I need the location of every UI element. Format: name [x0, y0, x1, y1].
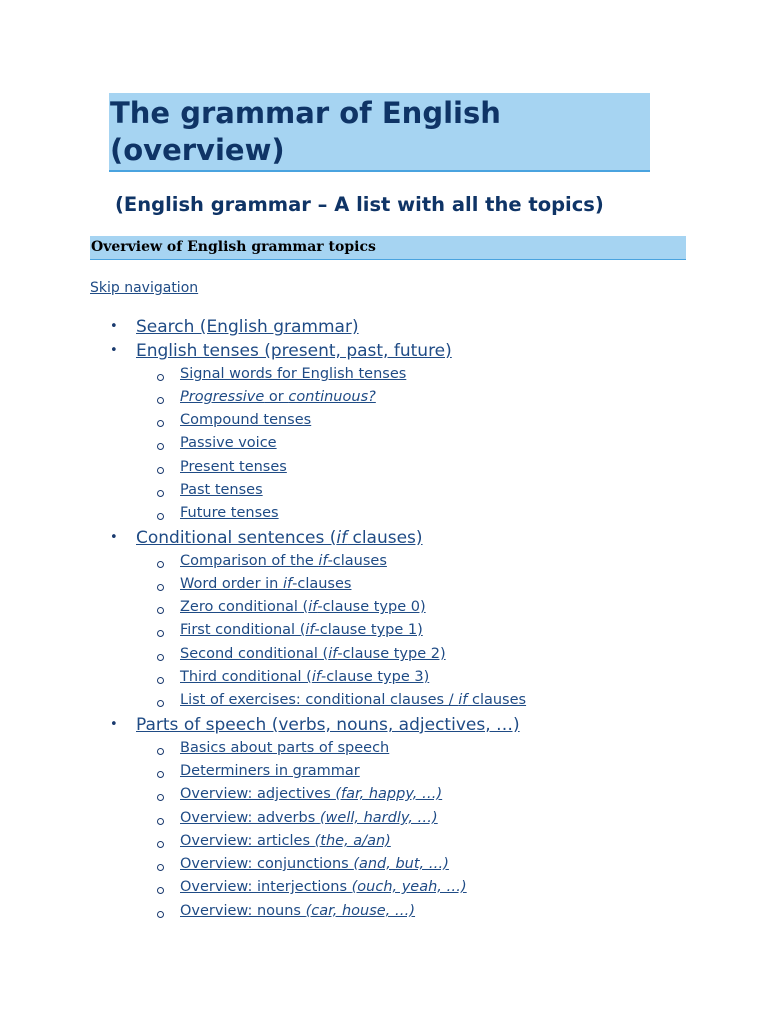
link-text-part: -clause type 0): [317, 599, 426, 615]
subtopic-link[interactable]: [180, 667, 429, 687]
link-text-part: Overview: articles: [180, 833, 315, 849]
bullet-icon: •: [110, 717, 118, 732]
link-text-part: -clause type 1): [314, 622, 423, 638]
link-text-part: if: [282, 576, 293, 592]
link-text-part: -clause type 3): [320, 669, 430, 685]
link-text-part: Overview: conjunctions: [180, 856, 354, 872]
circle-bullet-icon: [157, 561, 164, 568]
circle-bullet-icon: [157, 584, 164, 591]
subtopic-link[interactable]: [180, 364, 406, 384]
subtopic-link[interactable]: [180, 574, 351, 594]
subtopic-link[interactable]: [180, 784, 442, 804]
topic-link[interactable]: Search (English grammar): [136, 317, 359, 337]
page-title: [110, 95, 650, 169]
topic-link[interactable]: [136, 526, 423, 550]
subtopic-link[interactable]: [180, 854, 449, 874]
link-text-part: Word order in: [180, 576, 283, 592]
link-text-part: if: [328, 646, 338, 662]
link-text-part: Overview: adjectives: [180, 786, 336, 802]
link-text-part: if: [305, 622, 315, 638]
link-text-part: Present tenses: [180, 459, 287, 475]
link-text-part: clauses): [347, 528, 423, 548]
bullet-icon: •: [110, 319, 118, 334]
link-text-part: Conditional sentences (: [136, 528, 337, 548]
link-text-part: Third conditional (: [180, 669, 312, 685]
link-text-part: Basics about parts of speech: [180, 740, 390, 756]
link-text-part: Zero conditional (: [180, 599, 309, 615]
circle-bullet-icon: [157, 748, 164, 755]
link-text-part: Overview: interjections: [180, 879, 352, 895]
circle-bullet-icon: [157, 443, 164, 450]
page-title-line1: The grammar of English: [110, 96, 501, 130]
link-text-part: if: [318, 553, 328, 569]
subtopic-link[interactable]: [180, 877, 467, 897]
subtopic-link[interactable]: [180, 433, 277, 453]
link-text-part: Determiners in grammar: [180, 763, 360, 779]
link-text-part: Past tenses: [180, 482, 263, 498]
subtopic-link[interactable]: [180, 644, 446, 664]
circle-bullet-icon: [157, 513, 164, 520]
link-text-part: (well, hardly, …): [319, 810, 438, 826]
link-text-part: (far, happy, …): [335, 786, 443, 802]
link-text-part: if: [336, 528, 348, 548]
link-text-part: Overview: nouns: [180, 903, 306, 919]
link-text-part: Comparison of the: [180, 553, 319, 569]
circle-bullet-icon: [157, 841, 164, 848]
circle-bullet-icon: [157, 607, 164, 614]
bullet-icon: •: [110, 530, 118, 545]
link-text-part: if: [311, 669, 321, 685]
circle-bullet-icon: [157, 818, 164, 825]
subtopic-link[interactable]: [180, 551, 387, 571]
page-title-line2: (overview): [110, 133, 285, 167]
circle-bullet-icon: [157, 771, 164, 778]
page-subtitle: (English grammar – A list with all the topics): [115, 193, 604, 216]
link-text-part: Signal words for English tenses: [180, 366, 407, 382]
circle-bullet-icon: [157, 490, 164, 497]
circle-bullet-icon: [157, 911, 164, 918]
circle-bullet-icon: [157, 654, 164, 661]
topic-link[interactable]: Parts of speech (verbs, nouns, adjectives, …): [136, 715, 520, 735]
page-title-box: [109, 93, 650, 172]
subtopic-link[interactable]: [180, 738, 389, 758]
subtopic-link[interactable]: [180, 457, 287, 477]
link-text-part: (and, but, …): [353, 856, 449, 872]
link-text-part: continuous?: [288, 389, 376, 405]
subtopic-link[interactable]: [180, 503, 279, 523]
subtopic-link[interactable]: [180, 620, 423, 640]
circle-bullet-icon: [157, 397, 164, 404]
subtopic-link[interactable]: [180, 690, 526, 710]
link-text-part: Second conditional (: [180, 646, 329, 662]
bullet-icon: •: [110, 343, 118, 358]
subtopic-link[interactable]: [180, 901, 415, 921]
subtopic-link[interactable]: [180, 410, 311, 430]
link-text-part: Overview: adverbs: [180, 810, 320, 826]
subtopic-link[interactable]: [180, 480, 263, 500]
link-text-part: First conditional (: [180, 622, 306, 638]
circle-bullet-icon: [157, 420, 164, 427]
link-text-part: Future tenses: [180, 505, 279, 521]
link-text-part: Compound tenses: [180, 412, 312, 428]
link-text-part: -clause type 2): [337, 646, 446, 662]
link-text-part: (car, house, …): [305, 903, 416, 919]
link-text-part: -clauses: [292, 576, 352, 592]
link-text-part: (the, a/an): [314, 833, 391, 849]
link-text-part: Passive voice: [180, 435, 277, 451]
link-text-part: -clauses: [327, 553, 387, 569]
subtopic-link[interactable]: [180, 387, 376, 407]
topic-link[interactable]: English tenses (present, past, future): [136, 341, 452, 361]
subtopic-link[interactable]: [180, 808, 438, 828]
circle-bullet-icon: [157, 677, 164, 684]
subtopic-link[interactable]: [180, 761, 360, 781]
circle-bullet-icon: [157, 700, 164, 707]
circle-bullet-icon: [157, 887, 164, 894]
link-text-part: if: [308, 599, 318, 615]
link-text-part: (ouch, yeah, …): [351, 879, 467, 895]
circle-bullet-icon: [157, 467, 164, 474]
link-text-part: or: [264, 389, 289, 405]
link-text-part: Progressive: [180, 389, 265, 405]
circle-bullet-icon: [157, 864, 164, 871]
circle-bullet-icon: [157, 630, 164, 637]
link-text-part: if: [458, 692, 468, 708]
circle-bullet-icon: [157, 794, 164, 801]
subtopic-link[interactable]: [180, 597, 426, 617]
skip-navigation-link[interactable]: Skip navigation: [90, 280, 199, 296]
circle-bullet-icon: [157, 374, 164, 381]
section-heading: Overview of English grammar topics: [90, 236, 686, 260]
subtopic-link[interactable]: [180, 831, 391, 851]
link-text-part: List of exercises: conditional clauses /: [180, 692, 459, 708]
link-text-part: clauses: [467, 692, 527, 708]
